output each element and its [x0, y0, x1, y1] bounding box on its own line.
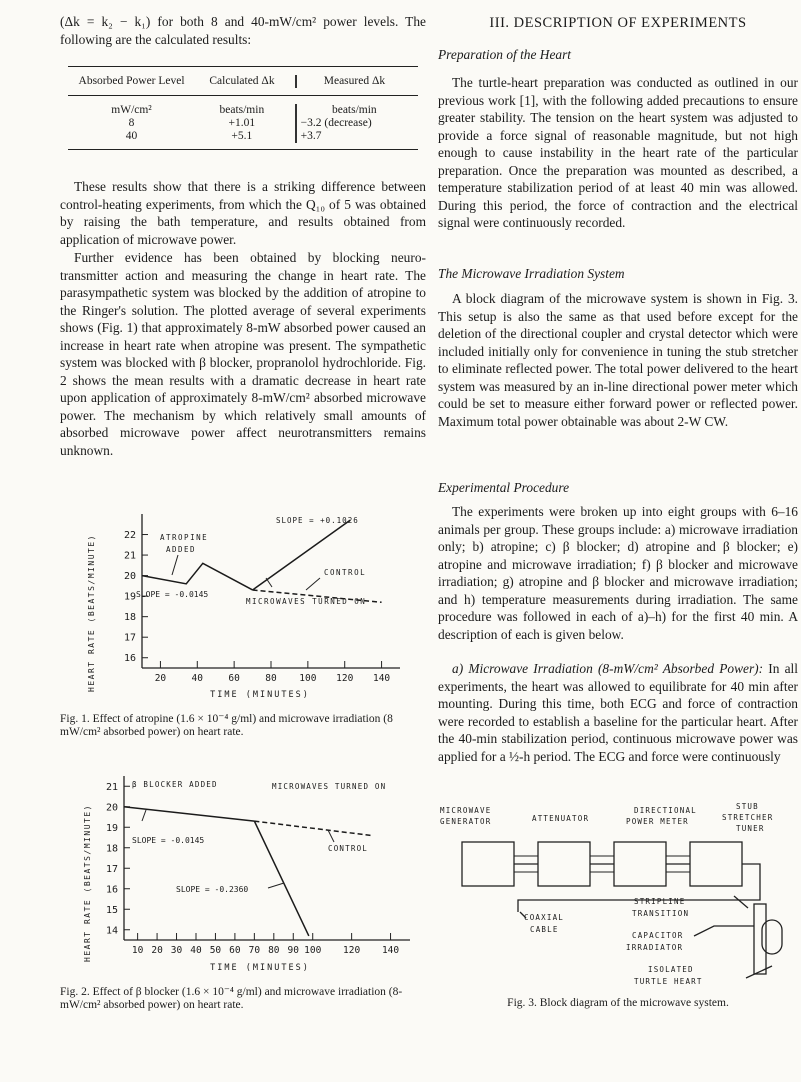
annotation-arrow [172, 555, 178, 575]
series-line [124, 807, 254, 821]
caption-text: Effect of β blocker (1.6 × 10⁻⁴ g/ml) and microwave irradiation (8-mW/cm² absorbed power) on heart rate. [60, 986, 403, 1011]
x-tick-label: 140 [372, 673, 391, 684]
annotation: MICROWAVES TURNED ON [272, 782, 387, 791]
annotation: ADDED [166, 545, 197, 554]
y-axis-label: HEART RATE (BEATS/MINUTE) [83, 804, 92, 962]
y-tick-label: 16 [123, 653, 136, 665]
diagram-label: MICROWAVE [440, 806, 492, 815]
x-tick-label: 100 [304, 945, 322, 956]
y-tick-label: 19 [123, 591, 136, 603]
annotation: β BLOCKER ADDED [132, 780, 218, 789]
figure-caption [60, 986, 426, 1012]
annotation: ATROPINE [160, 533, 209, 542]
y-tick-label: 22 [123, 530, 136, 542]
diagram-label: CAPACITOR [632, 931, 684, 940]
y-tick-label: 18 [123, 612, 136, 624]
table-cell: −3.2 (decrease) [300, 117, 372, 129]
attenuator-block [538, 842, 590, 886]
table-cell: 40 [125, 130, 138, 142]
diagram-label: STRIPLINE [634, 897, 686, 906]
caption-label: Fig. 1. [60, 713, 90, 725]
annotation-arrow [306, 578, 320, 590]
heart-pointer [746, 966, 772, 978]
y-tick-label: 17 [105, 863, 118, 875]
y-tick-label: 21 [105, 781, 118, 793]
table-cell: +1.01 [189, 117, 296, 130]
annotation: SLOPE = +0.1026 [276, 516, 359, 525]
y-tick-label: 20 [123, 571, 136, 583]
table-unit: mW/cm² [111, 104, 152, 116]
y-tick-label: 20 [105, 802, 118, 814]
table-header: Absorbed Power Level [78, 75, 185, 87]
y-tick-label: 15 [105, 904, 118, 916]
x-tick-label: 140 [381, 945, 400, 956]
paragraph: A block diagram of the microwave system is shown in Fig. 3. This setup is also the same as that used before except for the deletion of the directional coupler and crystal detector which were included initially only for convenience in tuning the stub stretcher to eliminate reflected power. The total power delivered to the heart system was measured by an in-line directional power meter which could be set to measure either forward power or reflected power. Maximum total power obtainable was about 2-W CW. [438, 291, 798, 429]
diagram-label: TURTLE HEART [634, 977, 703, 986]
x-tick-label: 10 [131, 945, 144, 956]
table-cell: +3.7 [300, 130, 322, 142]
table-unit: beats/min [189, 104, 296, 117]
diagram-label: STRETCHER [722, 813, 774, 822]
paragraph [438, 660, 798, 765]
diagram-label: GENERATOR [440, 817, 492, 826]
diagram-label: STUB [736, 802, 759, 811]
annotation-arrow [268, 883, 284, 888]
x-axis-label: TIME (MINUTES) [210, 963, 310, 973]
annotation: SLOPE = -0.0145 [136, 590, 209, 599]
y-tick-label: 19 [105, 822, 118, 834]
subsection-heading: The Microwave Irradiation System [438, 266, 625, 281]
subsection-heading: Experimental Procedure [438, 480, 570, 495]
heart-irradiator [762, 920, 782, 954]
generator-block [462, 842, 514, 886]
paragraph-body: In all experiments, the heart was allowed to equilibrate for 40 min after mounting. During this time, both ECG and force of contraction were recorded to establish a baseline for the particular heart. After the 40-min stabilization period, continuous microwave power was applied for a ½-h period. The ECG and force were continuously [438, 661, 798, 764]
diagram-label: TUNER [736, 824, 765, 833]
annotation: CONTROL [324, 568, 367, 577]
caption-text: Block diagram of the microwave system. [539, 997, 729, 1009]
annotation-arrow [328, 830, 334, 842]
power-meter-block [614, 842, 666, 886]
series-line [254, 821, 308, 936]
caption-label: Fig. 3. [507, 997, 537, 1009]
paragraph: The experiments were broken up into eight groups with 6–16 animals per group. These groups include: a) microwave irradiation only; b) atropine; c) β blocker; d) atropine and β blocker; e) atropine and microwave irradiation; f) β blocker and microwave irradiation; g) atropine and β blocker and microwave irradiation; and h) temperature measurements during irradiation. The same procedure was followed in each of a)–h) for the first 40 min. A description of each is given below. [438, 504, 798, 642]
results-table [60, 66, 426, 150]
x-tick-label: 120 [343, 945, 361, 956]
diagram-label: CABLE [530, 925, 559, 934]
annotation: CONTROL [328, 844, 369, 853]
annotation: MICROWAVES TURNED ON [246, 597, 367, 606]
x-tick-label: 50 [209, 945, 222, 956]
x-tick-label: 70 [248, 945, 261, 956]
y-tick-label: 17 [123, 632, 136, 644]
subsection-heading: Preparation of the Heart [438, 47, 572, 62]
y-axis-label: HEART RATE (BEATS/MINUTE) [87, 534, 96, 692]
annotation: SLOPE = -0.2360 [176, 885, 249, 894]
y-tick-label: 18 [105, 843, 118, 855]
y-tick-label: 14 [105, 925, 118, 937]
table-unit: beats/min [331, 104, 377, 116]
figure-2-chart [80, 768, 420, 980]
x-axis-label: TIME (MINUTES) [210, 690, 310, 700]
paragraph: The turtle-heart preparation was conducted as outlined in our previous work [1], with the following added precautions to ensure greater stability. The tension on the heart system was adjusted to provide a force signal of reasonable magnitude, but not high enough to cause instability in the heart rate of the particular preparation. Once the preparation was mounted as described, a temperature stabilization period of at least 40 min was allowed. During this period, the force of contraction and the electrical signal were continuously recorded. [438, 75, 798, 230]
caption-label: Fig. 2. [60, 986, 90, 998]
x-tick-label: 40 [191, 673, 204, 684]
stub-tuner-block [690, 842, 742, 886]
diagram-label: ISOLATED [648, 965, 694, 974]
paragraph: These results show that there is a striking difference between control-heating experiments, from which the Q₁₀ of 5 was obtained by raising the bath temperature, and results obtained from application of microwave power. [60, 179, 426, 247]
table-header: Measured Δk [323, 75, 386, 87]
x-tick-label: 20 [151, 945, 163, 956]
x-tick-label: 60 [228, 673, 240, 684]
x-tick-label: 30 [170, 945, 183, 956]
y-tick-label: 21 [123, 550, 136, 562]
y-tick-label: 16 [105, 884, 118, 896]
annotation-arrow [266, 578, 272, 587]
figure-3-diagram [438, 800, 800, 990]
intro-text: (Δk = k₂ − k₁) for both 8 and 40-mW/cm² power levels. The following are the calculated results: [60, 14, 426, 47]
diagram-label: COAXIAL [524, 913, 565, 922]
x-tick-label: 20 [154, 673, 167, 684]
diagram-label: ATTENUATOR [532, 814, 590, 823]
figure-caption [438, 997, 798, 1010]
section-heading: III. DESCRIPTION OF EXPERIMENTS [489, 15, 747, 31]
paragraph: Further evidence has been obtained by blocking neuro-transmitter action and measuring the change in heart rate. The parasympathetic system was blocked by the addition of atropine to the Ringer's solution. The plotted average of several experiments shows (Fig. 1) that approximately 8-mW absorbed power caused an increase in heart rate when atropine was present. The sympathetic system was blocked with β blocker, propranolol hydrochloride. Fig. 2 shows the mean results with a dramatic decrease in heart rate upon application of approximately 8-mW/cm² absorbed microwave power. The mechanism by which relatively small amounts of absorbed microwave power affect neurotransmitters remains unknown. [60, 250, 426, 458]
diagram-label: TRANSITION [632, 909, 690, 918]
annotation-arrow [142, 810, 146, 821]
x-tick-label: 120 [336, 673, 354, 684]
diagram-label: DIRECTIONAL [634, 806, 697, 815]
x-tick-label: 80 [265, 673, 277, 684]
series-line [142, 563, 253, 590]
diagram-label: POWER METER [626, 817, 689, 826]
paragraph-label: a) Microwave Irradiation (8-mW/cm² Absorbed Power): [452, 661, 764, 676]
capacitor-pointer [694, 926, 754, 936]
annotation: SLOPE = -0.0145 [132, 836, 205, 845]
stripline-pointer [734, 896, 748, 908]
figure-1-chart [80, 498, 420, 708]
x-tick-label: 100 [299, 673, 317, 684]
stripline-block [754, 904, 766, 974]
x-tick-label: 40 [190, 945, 202, 956]
table-header: Calculated Δk [189, 75, 296, 88]
x-tick-label: 90 [287, 945, 299, 956]
table-cell: +5.1 [189, 130, 296, 143]
series-line [254, 821, 371, 835]
x-tick-label: 80 [268, 945, 280, 956]
figure-caption [60, 713, 426, 739]
x-tick-label: 60 [229, 945, 241, 956]
table-cell: 8 [128, 117, 135, 129]
caption-text: Effect of atropine (1.6 × 10⁻⁴ g/ml) and microwave irradiation (8 mW/cm² absorbed power) on heart rate. [60, 713, 393, 738]
diagram-label: IRRADIATOR [626, 943, 684, 952]
